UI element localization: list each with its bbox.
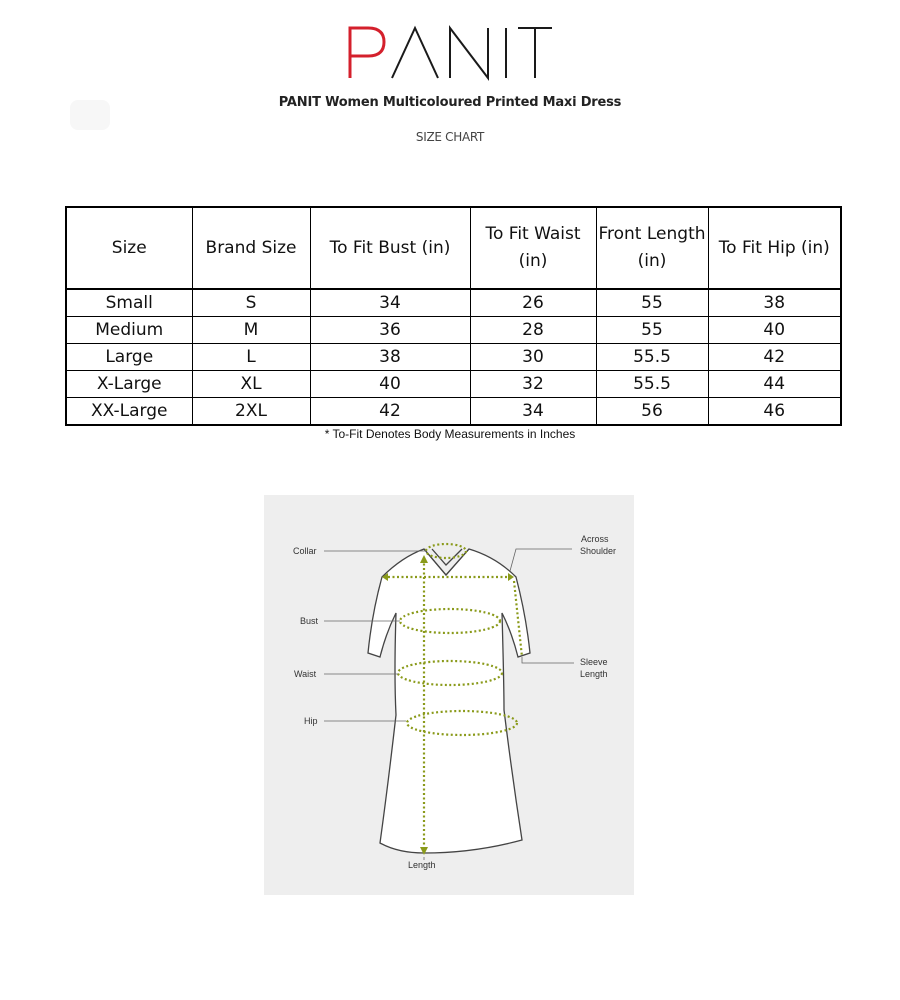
cell-size: Medium: [66, 317, 192, 344]
label-across-2: Shoulder: [580, 546, 617, 556]
dress-outline: [368, 549, 530, 853]
cell-size: Small: [66, 289, 192, 317]
header-hip: To Fit Hip (in): [708, 207, 841, 289]
cell-front-length: 55: [596, 289, 708, 317]
cell-size: Large: [66, 344, 192, 371]
cell-bust: 42: [310, 398, 470, 426]
cell-hip: 40: [708, 317, 841, 344]
cell-bust: 40: [310, 371, 470, 398]
cell-hip: 42: [708, 344, 841, 371]
cell-waist: 30: [470, 344, 596, 371]
brand-logo: [300, 22, 600, 82]
footnote: * To-Fit Denotes Body Measurements in Inches: [324, 427, 576, 441]
label-sleeve-2: Length: [580, 669, 608, 679]
header-brand-size: Brand Size: [192, 207, 310, 289]
cell-hip: 38: [708, 289, 841, 317]
label-hip: Hip: [304, 716, 318, 726]
cell-waist: 32: [470, 371, 596, 398]
label-collar: Collar: [293, 546, 317, 556]
label-length: Length: [408, 860, 436, 870]
cell-waist: 28: [470, 317, 596, 344]
table-row: [66, 398, 841, 426]
header-waist: To Fit Waist (in): [470, 207, 596, 289]
table-row: [66, 317, 841, 344]
cell-size: X-Large: [66, 371, 192, 398]
header-bust: To Fit Bust (in): [310, 207, 470, 289]
cell-brand-size: 2XL: [192, 398, 310, 426]
label-bust: Bust: [300, 616, 319, 626]
cell-brand-size: S: [192, 289, 310, 317]
cell-waist: 26: [470, 289, 596, 317]
table-row: [66, 371, 841, 398]
table-row: [66, 289, 841, 317]
measurement-diagram: [264, 495, 634, 895]
cell-waist: 34: [470, 398, 596, 426]
header-size: Size: [66, 207, 192, 289]
cell-hip: 44: [708, 371, 841, 398]
cell-brand-size: L: [192, 344, 310, 371]
size-chart-table: [65, 206, 842, 426]
cell-size: XX-Large: [66, 398, 192, 426]
cell-front-length: 55.5: [596, 344, 708, 371]
cell-bust: 36: [310, 317, 470, 344]
size-chart-title: SIZE CHART: [415, 130, 485, 144]
cell-front-length: 56: [596, 398, 708, 426]
cell-brand-size: XL: [192, 371, 310, 398]
cell-bust: 34: [310, 289, 470, 317]
cell-front-length: 55: [596, 317, 708, 344]
label-waist: Waist: [294, 669, 317, 679]
table-row: [66, 344, 841, 371]
header-front-length: Front Length (in): [596, 207, 708, 289]
label-sleeve-1: Sleeve: [580, 657, 608, 667]
cell-front-length: 55.5: [596, 371, 708, 398]
cell-brand-size: M: [192, 317, 310, 344]
cell-bust: 38: [310, 344, 470, 371]
cell-hip: 46: [708, 398, 841, 426]
table-header-row: [66, 207, 841, 289]
product-title: PANIT Women Multicoloured Printed Maxi Dress: [278, 95, 622, 110]
label-across-1: Across: [581, 534, 609, 544]
